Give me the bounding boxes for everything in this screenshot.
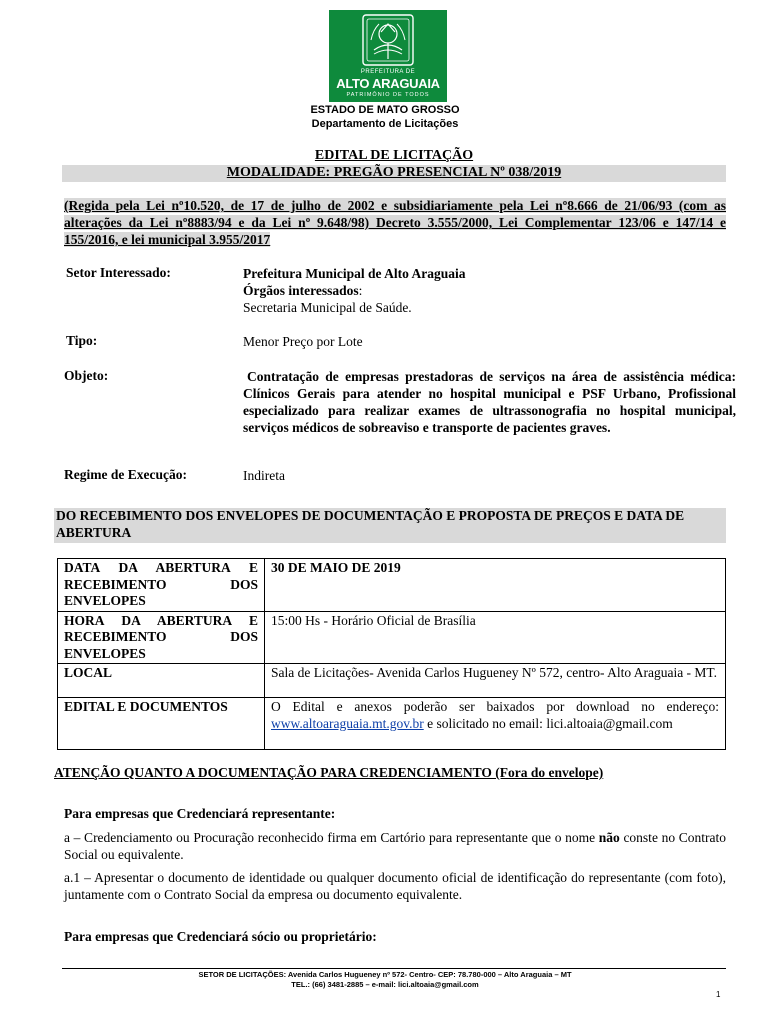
regime-value: Indireta [243,468,285,483]
table-row [58,559,726,612]
footer-address: SETOR DE LICITAÇÕES: Avenida Carlos Hugueney nº 572- Centro- CEP: 78.780-000 – Alto Araguaia – MT [198,970,572,979]
logo-motto: PATRIMÔNIO DE TODOS [346,92,430,98]
row-value: 30 DE MAIO DE 2019 [265,559,726,612]
section-heading-envelopes: DO RECEBIMENTO DOS ENVELOPES DE DOCUMENTAÇÃO E PROPOSTA DE PREÇOS E DATA DE ABERTURA [54,508,726,543]
row-key: HORA DA ABERTURA E RECEBIMENTO DOS ENVELOPES [58,611,265,664]
table-row [58,611,726,664]
item-a: a – Credenciamento ou Procuração reconhecido firma em Cartório para representante que o nome não conste no Contrato Social ou equivalente. [64,830,726,862]
objeto-value: Contratação de empresas prestadoras de serviços na área de assistência médica: Clínicos Gerais para atender no hospital municipal e PSF Urbano, Profissional especializado para realizar exames de ultrassonografia no hospital municipal, serviços médicos de sobreaviso e transporte de pacientes graves. [243,369,736,435]
row-key: EDITAL E DOCUMENTOS [58,698,265,750]
logo-line1: PREFEITURA DE [360,69,416,75]
table-row [58,664,726,698]
row-value: O Edital e anexos poderão ser baixados por download no endereço: www.altoaraguaia.mt.gov.br e solicitado no email: lici.altoaia@gmail.com [265,698,726,750]
coat-of-arms-icon [329,10,447,72]
socio-heading: Para empresas que Credenciará sócio ou proprietário: [64,929,377,944]
table-row [58,698,726,750]
website-link[interactable]: www.altoaraguaia.mt.gov.br [271,715,424,731]
setor-value: Prefeitura Municipal de Alto Araguaia [243,266,466,281]
row-key: DATA DA ABERTURA E RECEBIMENTO DOS ENVELOPES [58,559,265,612]
envelope-info-table [57,558,726,750]
orgaos-value: Secretaria Municipal de Saúde. [243,300,412,315]
item-a1: a.1 – Apresentar o documento de identidade ou qualquer documento oficial de identificação do representante (com foto), juntamente com o Contrato Social da empresa ou documento equivalente. [64,870,726,902]
modalidade-title: MODALIDADE: PREGÃO PRESENCIAL Nº 038/2019 [226,165,562,180]
orgaos-line: Órgãos interessados: [243,283,363,298]
row-key: LOCAL [58,664,265,698]
representante-heading: Para empresas que Credenciará representante: [64,806,336,821]
tipo-value: Menor Preço por Lote [243,334,363,349]
edital-title: EDITAL DE LICITAÇÃO [314,148,474,163]
regime-label: Regime de Execução: [64,467,187,482]
setor-label: Setor Interessado: [66,265,171,280]
email-address: lici.altoaia@gmail.com [546,715,673,731]
tipo-label: Tipo: [66,333,98,348]
footer-divider [62,968,726,969]
legal-basis: (Regida pela Lei nº10.520, de 17 de julho de 2002 e subsidiariamente pela Lei nº8.666 de 21/06/93 (com as alterações da Lei nº8883/94 e da Lei nº 9.648/98) Decreto 3.555/2000, Lei Complementar 123/06 e 147/14 e 155/2016, e lei municipal 3.955/2017 [64,198,726,247]
prefeitura-logo [329,10,447,102]
footer-contact: TEL.: (66) 3481-2885 – e-mail: lici.altoaia@gmail.com [291,980,479,989]
logo-city-name: ALTO ARAGUAIA [336,76,440,91]
department-name: Departamento de Licitações [311,118,459,130]
page-number: 1 [716,990,721,999]
attention-heading: ATENÇÃO QUANTO A DOCUMENTAÇÃO PARA CREDENCIAMENTO (Fora do envelope) [54,765,604,780]
objeto-label: Objeto: [64,368,109,383]
row-value: Sala de Licitações- Avenida Carlos Hugueney Nº 572, centro- Alto Araguaia - MT. [265,664,726,698]
state-name: ESTADO DE MATO GROSSO [310,104,460,116]
row-value: 15:00 Hs - Horário Oficial de Brasília [265,611,726,664]
